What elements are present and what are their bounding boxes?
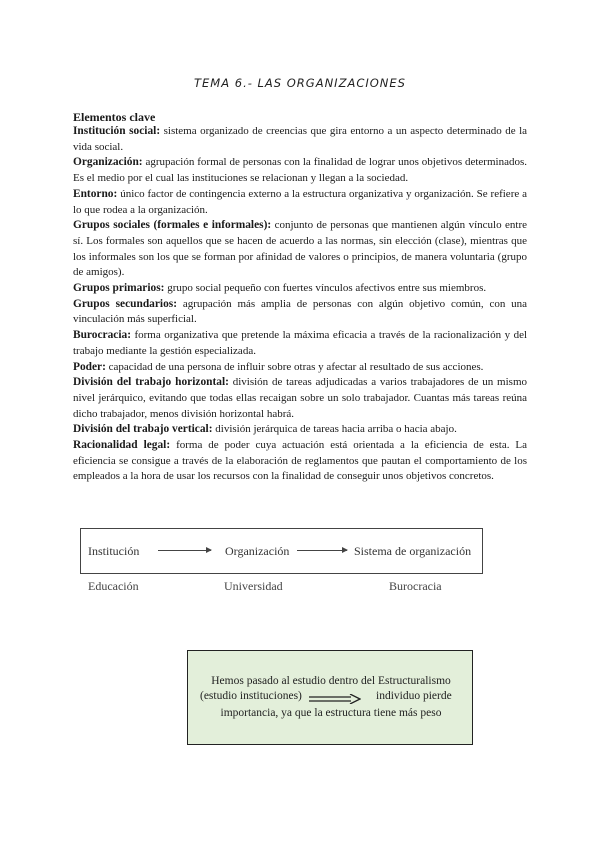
arrow-right-icon: [297, 550, 347, 551]
definition-text: agrupación más amplia de personas con algún objetivo común, con una vinculación más superficial.: [73, 297, 528, 326]
definition-term: Institución social:: [73, 125, 161, 137]
definition-term: División del trabajo vertical:: [73, 423, 213, 436]
definition-text: grupo social pequeño con fuertes vínculos afectivos entre sus miembros.: [167, 282, 487, 295]
definition-text: división jerárquica de tareas hacia arriba o hacia abajo.: [215, 423, 457, 436]
flow-example-educacion: Educación: [88, 579, 139, 593]
note-box: [187, 650, 473, 745]
flow-step-organizacion: Organización: [225, 544, 290, 558]
definition-term: Grupos sociales (formales e informales):: [73, 219, 272, 232]
section-heading: Elementos clave: [73, 110, 156, 124]
definition-term: Grupos secundarios:: [73, 297, 177, 310]
definition-text: agrupación formal de personas con la finalidad de lograr unos objetivos determinados. Es el medio por el cual las instituciones se relacionan y llegan a la sociedad.: [73, 156, 527, 185]
note-line-2-left: (estudio instituciones): [200, 690, 302, 702]
definition-institucion-social: [73, 124, 527, 155]
flow-diagram-box: [80, 528, 483, 574]
note-line-2-right: individuo pierde: [376, 690, 452, 702]
flow-step-institucion: Institución: [88, 544, 140, 558]
definition-term: Racionalidad legal:: [73, 439, 171, 452]
definition-text: sistema organizado de creencias que gira entorno a un aspecto determinado de la vida social.: [73, 125, 528, 153]
flow-example-universidad: Universidad: [224, 579, 283, 593]
definition-text: forma de poder cuya actuación está orientada a la eficiencia de esta. La eficiencia se consigue a través de la elaboración de reglamentos que pautan el comportamiento de los empleados a la hora de usar los recursos con la finalidad de conseguir unos objetivos concretos.: [73, 439, 527, 483]
note-line-3: importancia, ya que la estructura tiene más peso: [220, 707, 442, 719]
page-title: TEMA 6.- LAS ORGANIZACIONES: [194, 76, 406, 90]
definition-term: Burocracia:: [73, 329, 131, 342]
definition-entorno: [73, 187, 527, 218]
definition-grupos-sociales: [73, 218, 527, 281]
definition-term: Grupos primarios:: [73, 282, 165, 295]
double-arrow-right-icon: [309, 694, 361, 704]
note-line-1: Hemos pasado al estudio dentro del Estructuralismo: [211, 675, 451, 687]
definition-text: forma organizativa que pretende la máxima eficacia a través de la racionalización y del trabajo mediante la gestión especializada.: [73, 329, 528, 357]
definition-burocracia: [73, 328, 527, 359]
definition-term: Poder:: [73, 360, 106, 373]
definition-division-vertical: [73, 422, 527, 438]
definition-grupos-secundarios: [73, 297, 527, 328]
definition-poder: [73, 360, 527, 376]
flow-example-burocracia: Burocracia: [389, 579, 442, 593]
flow-step-sistema: Sistema de organización: [354, 544, 472, 558]
definition-text: división de tareas adjudicadas a varios trabajadores de un mismo nivel jerárquico, evitando que todas ellas recaigan sobre un solo trabajador. Cuantas más tareas reúna dicho trabajador, menos división horizontal habrá.: [73, 376, 528, 420]
arrow-right-icon: [158, 550, 211, 551]
definition-grupos-primarios: [73, 281, 527, 297]
definition-term: División del trabajo horizontal:: [73, 376, 229, 389]
definition-term: Organización:: [73, 156, 143, 169]
definition-racionalidad-legal: [73, 438, 527, 485]
definition-text: capacidad de una persona de influir sobre otras y afectar al resultado de sus acciones.: [108, 360, 484, 373]
document-body: [73, 110, 527, 485]
definition-organizacion: [73, 155, 527, 186]
definition-text: conjunto de personas que mantienen algún vínculo entre sí. Los formales son aquellos que se hacen de acuerdo a las normas, sin elección (clase), mientras que los informales son los que se forman por afinidad de valores o principios, de manera voluntaria (grupo de amigos).: [73, 219, 528, 279]
definition-text: único factor de contingencia externo a la estructura organizativa y organización. Se refiere a lo que rodea a la organización.: [73, 187, 527, 216]
definition-division-horizontal: [73, 375, 527, 422]
definition-term: Entorno:: [73, 187, 118, 200]
